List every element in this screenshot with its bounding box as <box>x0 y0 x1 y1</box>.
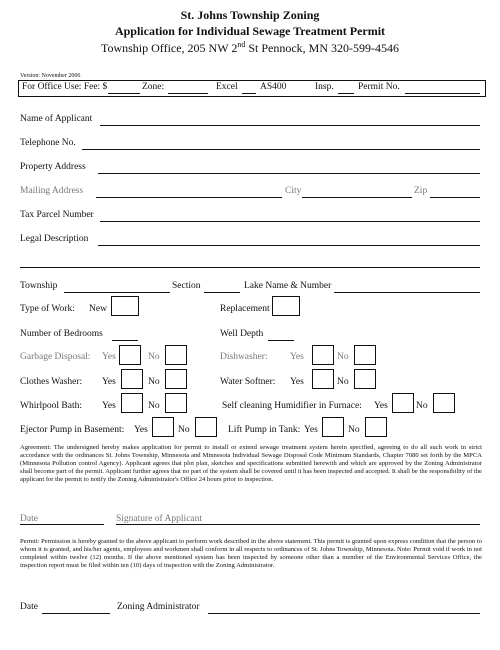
new-label: New <box>89 304 107 314</box>
property-label: Property Address <box>20 162 86 172</box>
new-checkbox[interactable] <box>111 296 139 316</box>
bedrooms-line[interactable] <box>112 340 138 341</box>
replacement-checkbox[interactable] <box>272 296 300 316</box>
zoning-admin-label: Zoning Administrator <box>117 602 200 612</box>
insp-label: Insp. <box>315 82 334 92</box>
property-line[interactable] <box>98 173 480 174</box>
office-use-label: For Office Use: Fee: $ <box>22 82 108 92</box>
form-title: St. Johns Township Zoning <box>180 8 320 22</box>
ejector-yes-checkbox[interactable] <box>152 417 174 437</box>
permit-no-line[interactable] <box>405 93 480 94</box>
well-line[interactable] <box>268 340 294 341</box>
softner-label: Water Softner: <box>220 377 276 387</box>
zip-line[interactable] <box>430 197 480 198</box>
name-line[interactable] <box>100 125 480 126</box>
dishwasher-yes-label: Yes <box>290 352 304 362</box>
excel-label: Excel <box>216 82 238 92</box>
zip-label: Zip <box>414 186 428 196</box>
sig1-signature-line[interactable] <box>116 524 480 525</box>
agreement-text: Agreement: The undersigned hereby makes application for permit to install or extend sewage treatment system herein specified, agreeing to do all such work in strict accordance with the ordinances St. Johns Township, Minnesota and Minnesota Individual Sewage Disposal Code Minimum Standards, Chapter 7080 set forth by the MPCA (Minnesota Pollution control Agency). Applicant agrees that plot plan, sketches and specifications submitted herewith and which are approved by the Zoning Administrator shall become part of the permit. Applicant further agrees that no part of the system shall be covered until it has been inspected and accepted. It shall be the responsibility of the applicant for the permit to notify the Zoning Administrator's Office 24 hours prior to inspection. <box>20 444 482 483</box>
lake-label: Lake Name & Number <box>244 281 332 291</box>
zone-line[interactable] <box>168 93 208 94</box>
section-line[interactable] <box>204 292 240 293</box>
mailing-label: Mailing Address <box>20 186 84 196</box>
lift-yes-checkbox[interactable] <box>322 417 344 437</box>
clothes-yes-label: Yes <box>102 377 116 387</box>
clothes-no-checkbox[interactable] <box>165 369 187 389</box>
humidifier-no-checkbox[interactable] <box>433 393 455 413</box>
garbage-no-checkbox[interactable] <box>165 345 187 365</box>
softner-no-label: No <box>337 377 349 387</box>
whirlpool-no-checkbox[interactable] <box>165 393 187 413</box>
lift-yes-label: Yes <box>304 425 318 435</box>
humidifier-label: Self cleaning Humidifier in Furnace: <box>222 401 362 411</box>
zone-label: Zone: <box>142 82 165 92</box>
fee-line[interactable] <box>108 93 140 94</box>
humidifier-yes-label: Yes <box>374 401 388 411</box>
well-label: Well Depth <box>220 329 264 339</box>
phone-line[interactable] <box>82 149 480 150</box>
sig1-date-label: Date <box>20 514 38 524</box>
sig1-date-line[interactable] <box>20 524 104 525</box>
phone-label: Telephone No. <box>20 138 76 148</box>
mailing-line[interactable] <box>96 197 282 198</box>
whirlpool-no-label: No <box>148 401 160 411</box>
township-label: Township <box>20 281 58 291</box>
excel-line[interactable] <box>242 93 256 94</box>
clothes-yes-checkbox[interactable] <box>121 369 143 389</box>
tax-line[interactable] <box>100 221 480 222</box>
garbage-label: Garbage Disposal: <box>20 352 91 362</box>
softner-no-checkbox[interactable] <box>354 369 376 389</box>
dishwasher-label: Dishwasher: <box>220 352 268 362</box>
garbage-no-label: No <box>148 352 160 362</box>
sig2-date-line[interactable] <box>42 613 110 614</box>
permit-text: Permit: Permission is hereby granted to the above applicant to perform work described in the above statement. This permit is granted upon express condition that the person to whom it is granted, and his/her agents, employees and workmen shall conform in all respects to ordinances of St. Johns Township, Minnesota. Note: Permit void if work in not completed within twelve (12) months. If the above mentioned system has been inspected by someone other than a member of the Environmental Services Office, the inspection report must be filed within ten (10) days of inspection with the Zoning Administrator. <box>20 538 482 569</box>
permit-no-label: Permit No. <box>358 82 400 92</box>
name-label: Name of Applicant <box>20 114 93 124</box>
lift-no-label: No <box>348 425 360 435</box>
insp-line[interactable] <box>338 93 354 94</box>
lift-label: Lift Pump in Tank: <box>228 425 301 435</box>
office-address: Township Office, 205 NW 2nd St Pennock, MN 320-599-4546 <box>100 40 400 55</box>
legal-label: Legal Description <box>20 234 89 244</box>
humidifier-no-label: No <box>416 401 428 411</box>
sig1-signature-label: Signature of Applicant <box>116 514 203 524</box>
city-label: City <box>285 186 302 196</box>
dishwasher-no-label: No <box>337 352 349 362</box>
ejector-no-checkbox[interactable] <box>195 417 217 437</box>
clothes-no-label: No <box>148 377 160 387</box>
dishwasher-no-checkbox[interactable] <box>354 345 376 365</box>
version-note: Version: November 2006 <box>20 73 81 79</box>
ejector-yes-label: Yes <box>134 425 148 435</box>
softner-yes-checkbox[interactable] <box>312 369 334 389</box>
clothes-label: Clothes Washer: <box>20 377 83 387</box>
garbage-yes-label: Yes <box>102 352 116 362</box>
work-type-label: Type of Work: <box>20 304 75 314</box>
lake-line[interactable] <box>334 292 480 293</box>
ejector-no-label: No <box>178 425 190 435</box>
form-subtitle: Application for Individual Sewage Treatment Permit <box>114 24 386 38</box>
code-label: AS400 <box>260 82 287 92</box>
city-line[interactable] <box>302 197 412 198</box>
sig2-date-label: Date <box>20 602 38 612</box>
legal-line-2[interactable] <box>20 267 480 268</box>
softner-yes-label: Yes <box>290 377 304 387</box>
ejector-label: Ejector Pump in Basement: <box>20 425 125 435</box>
bedrooms-label: Number of Bedrooms <box>20 329 103 339</box>
section-label: Section <box>172 281 201 291</box>
legal-line-1[interactable] <box>98 245 480 246</box>
township-line[interactable] <box>64 292 170 293</box>
whirlpool-yes-label: Yes <box>102 401 116 411</box>
dishwasher-yes-checkbox[interactable] <box>312 345 334 365</box>
tax-label: Tax Parcel Number <box>20 210 94 220</box>
humidifier-yes-checkbox[interactable] <box>392 393 414 413</box>
whirlpool-yes-checkbox[interactable] <box>121 393 143 413</box>
garbage-yes-checkbox[interactable] <box>119 345 141 365</box>
lift-no-checkbox[interactable] <box>365 417 387 437</box>
replacement-label: Replacement <box>220 304 270 314</box>
whirlpool-label: Whirlpool Bath: <box>20 401 83 411</box>
zoning-admin-line[interactable] <box>208 613 480 614</box>
